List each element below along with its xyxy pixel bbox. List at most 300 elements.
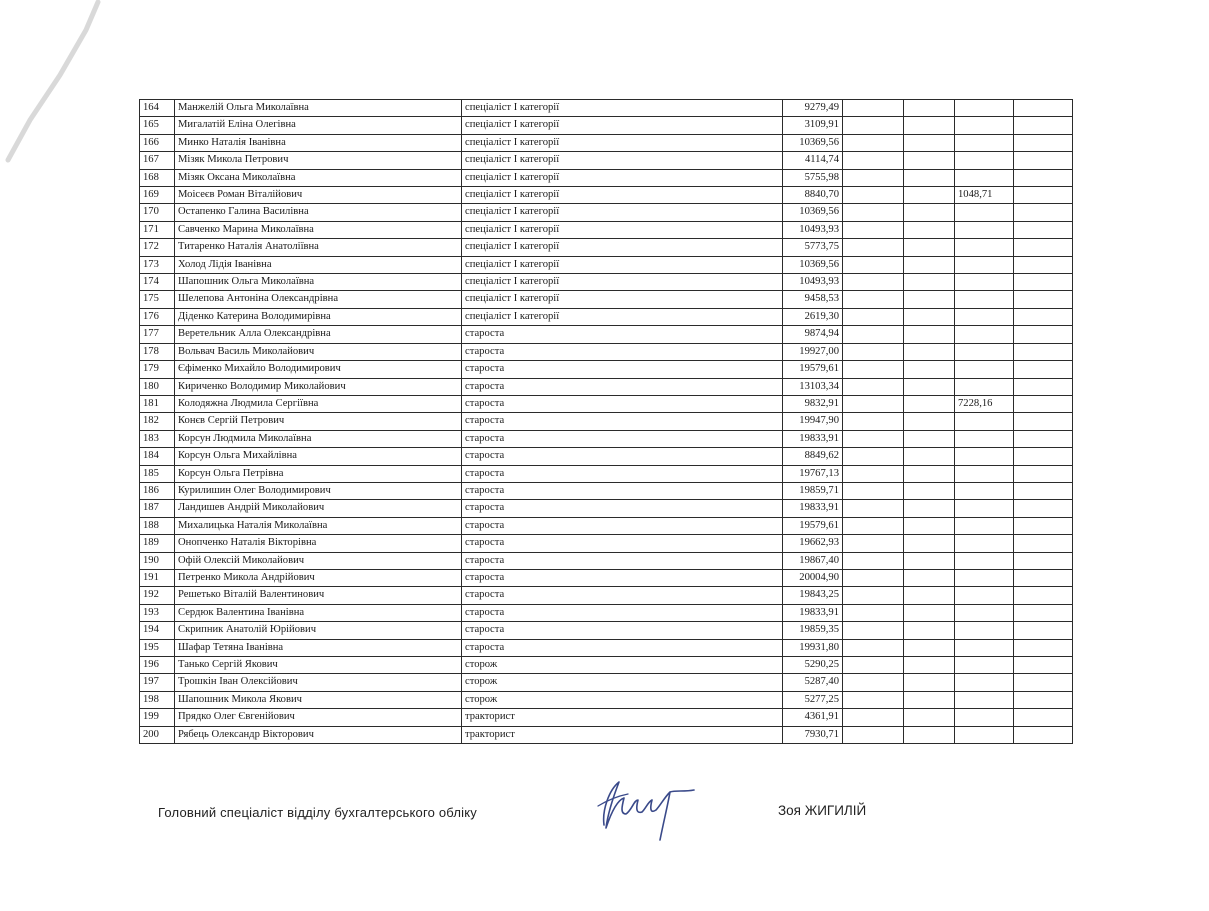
employee-position: тракторист — [462, 726, 783, 743]
extra-cell-1 — [843, 500, 904, 517]
table-row — [140, 308, 1073, 325]
salary-amount: 10493,93 — [783, 221, 843, 238]
extra-cell-3 — [955, 691, 1014, 708]
employee-name: Сердюк Валентина Іванівна — [175, 604, 462, 621]
extra-cell-2 — [904, 117, 955, 134]
row-number: 191 — [140, 569, 175, 586]
extra-cell-3 — [955, 517, 1014, 534]
employee-position: сторож — [462, 674, 783, 691]
row-number: 186 — [140, 482, 175, 499]
table-row — [140, 134, 1073, 151]
extra-cell-1 — [843, 343, 904, 360]
extra-cell-4 — [1014, 622, 1073, 639]
salary-amount: 19579,61 — [783, 361, 843, 378]
extra-cell-1 — [843, 395, 904, 412]
row-number: 187 — [140, 500, 175, 517]
extra-cell-4 — [1014, 639, 1073, 656]
employee-name: Минко Наталія Іванівна — [175, 134, 462, 151]
extra-cell-4 — [1014, 134, 1073, 151]
employee-position: староста — [462, 535, 783, 552]
salary-amount: 19662,93 — [783, 535, 843, 552]
salary-amount: 13103,34 — [783, 378, 843, 395]
employee-name: Діденко Катерина Володимирівна — [175, 308, 462, 325]
employee-position: староста — [462, 552, 783, 569]
row-number: 165 — [140, 117, 175, 134]
table-row — [140, 152, 1073, 169]
table-row — [140, 482, 1073, 499]
employee-position: староста — [462, 569, 783, 586]
extra-cell-1 — [843, 639, 904, 656]
table-row — [140, 500, 1073, 517]
employee-name: Шапошник Ольга Миколаївна — [175, 274, 462, 291]
row-number: 168 — [140, 169, 175, 186]
row-number: 196 — [140, 657, 175, 674]
extra-cell-1 — [843, 221, 904, 238]
row-number: 178 — [140, 343, 175, 360]
table-row — [140, 622, 1073, 639]
extra-cell-2 — [904, 709, 955, 726]
employee-name: Манжелій Ольга Миколаївна — [175, 100, 462, 117]
extra-cell-3 — [955, 430, 1014, 447]
table-row — [140, 117, 1073, 134]
salary-amount: 9458,53 — [783, 291, 843, 308]
table-row — [140, 535, 1073, 552]
row-number: 169 — [140, 187, 175, 204]
extra-cell-1 — [843, 587, 904, 604]
extra-cell-4 — [1014, 169, 1073, 186]
employee-name: Корсун Людмила Миколаївна — [175, 430, 462, 447]
row-number: 182 — [140, 413, 175, 430]
employee-position: староста — [462, 395, 783, 412]
row-number: 174 — [140, 274, 175, 291]
extra-cell-3 — [955, 100, 1014, 117]
extra-cell-2 — [904, 726, 955, 743]
salary-amount: 5773,75 — [783, 239, 843, 256]
salary-amount: 19927,00 — [783, 343, 843, 360]
extra-cell-2 — [904, 187, 955, 204]
employee-name: Титаренко Наталія Анатоліївна — [175, 239, 462, 256]
row-number: 180 — [140, 378, 175, 395]
salary-table-body — [140, 100, 1073, 744]
extra-cell-1 — [843, 326, 904, 343]
extra-cell-3 — [955, 657, 1014, 674]
employee-position: староста — [462, 378, 783, 395]
extra-cell-3 — [955, 587, 1014, 604]
salary-amount: 10493,93 — [783, 274, 843, 291]
salary-amount: 19867,40 — [783, 552, 843, 569]
employee-position: спеціаліст I категорії — [462, 152, 783, 169]
extra-cell-4 — [1014, 221, 1073, 238]
table-row — [140, 657, 1073, 674]
extra-cell-4 — [1014, 657, 1073, 674]
extra-cell-2 — [904, 552, 955, 569]
table-row — [140, 221, 1073, 238]
extra-cell-4 — [1014, 691, 1073, 708]
employee-name: Шелепова Антоніна Олександрівна — [175, 291, 462, 308]
employee-position: спеціаліст I категорії — [462, 169, 783, 186]
row-number: 194 — [140, 622, 175, 639]
extra-cell-2 — [904, 308, 955, 325]
table-row — [140, 726, 1073, 743]
extra-cell-1 — [843, 622, 904, 639]
salary-amount: 19843,25 — [783, 587, 843, 604]
extra-cell-1 — [843, 274, 904, 291]
extra-cell-2 — [904, 569, 955, 586]
salary-amount: 19833,91 — [783, 500, 843, 517]
row-number: 184 — [140, 448, 175, 465]
extra-cell-1 — [843, 726, 904, 743]
employee-name: Холод Лідія Іванівна — [175, 256, 462, 273]
extra-cell-1 — [843, 604, 904, 621]
extra-cell-4 — [1014, 256, 1073, 273]
salary-amount: 19859,71 — [783, 482, 843, 499]
extra-cell-2 — [904, 256, 955, 273]
row-number: 164 — [140, 100, 175, 117]
extra-cell-2 — [904, 691, 955, 708]
table-row — [140, 256, 1073, 273]
table-row — [140, 552, 1073, 569]
salary-amount: 10369,56 — [783, 134, 843, 151]
row-number: 176 — [140, 308, 175, 325]
extra-cell-3 — [955, 622, 1014, 639]
extra-cell-1 — [843, 657, 904, 674]
extra-cell-4 — [1014, 326, 1073, 343]
extra-cell-4 — [1014, 308, 1073, 325]
employee-position: спеціаліст I категорії — [462, 134, 783, 151]
signatory-title: Головний спеціаліст відділу бухгалтерського обліку — [158, 805, 477, 820]
extra-cell-3: 1048,71 — [955, 187, 1014, 204]
employee-position: сторож — [462, 691, 783, 708]
extra-cell-2 — [904, 239, 955, 256]
extra-cell-1 — [843, 152, 904, 169]
table-row — [140, 569, 1073, 586]
table-row — [140, 639, 1073, 656]
extra-cell-2 — [904, 639, 955, 656]
extra-cell-3 — [955, 378, 1014, 395]
extra-cell-2 — [904, 378, 955, 395]
salary-amount: 10369,56 — [783, 204, 843, 221]
row-number: 188 — [140, 517, 175, 534]
employee-position: староста — [462, 326, 783, 343]
employee-position: спеціаліст I категорії — [462, 239, 783, 256]
table-row — [140, 291, 1073, 308]
employee-name: Решетько Віталій Валентинович — [175, 587, 462, 604]
employee-position: староста — [462, 604, 783, 621]
employee-position: староста — [462, 361, 783, 378]
extra-cell-3 — [955, 152, 1014, 169]
extra-cell-1 — [843, 482, 904, 499]
extra-cell-4 — [1014, 430, 1073, 447]
extra-cell-3 — [955, 535, 1014, 552]
row-number: 171 — [140, 221, 175, 238]
extra-cell-1 — [843, 204, 904, 221]
employee-name: Трошкін Іван Олексійович — [175, 674, 462, 691]
row-number: 183 — [140, 430, 175, 447]
extra-cell-2 — [904, 326, 955, 343]
extra-cell-3 — [955, 343, 1014, 360]
employee-name: Курилишин Олег Володимирович — [175, 482, 462, 499]
extra-cell-2 — [904, 221, 955, 238]
salary-amount: 4114,74 — [783, 152, 843, 169]
extra-cell-4 — [1014, 117, 1073, 134]
extra-cell-2 — [904, 465, 955, 482]
extra-cell-3 — [955, 709, 1014, 726]
extra-cell-2 — [904, 152, 955, 169]
extra-cell-4 — [1014, 482, 1073, 499]
extra-cell-2 — [904, 204, 955, 221]
employee-name: Ландишев Андрій Миколайович — [175, 500, 462, 517]
employee-name: Савченко Марина Миколаївна — [175, 221, 462, 238]
row-number: 167 — [140, 152, 175, 169]
table-row — [140, 413, 1073, 430]
extra-cell-2 — [904, 169, 955, 186]
row-number: 185 — [140, 465, 175, 482]
row-number: 198 — [140, 691, 175, 708]
salary-amount: 19833,91 — [783, 430, 843, 447]
extra-cell-2 — [904, 100, 955, 117]
employee-name: Кириченко Володимир Миколайович — [175, 378, 462, 395]
extra-cell-4 — [1014, 448, 1073, 465]
extra-cell-3 — [955, 465, 1014, 482]
extra-cell-4 — [1014, 100, 1073, 117]
row-number: 195 — [140, 639, 175, 656]
extra-cell-4 — [1014, 378, 1073, 395]
extra-cell-3 — [955, 221, 1014, 238]
salary-amount: 19579,61 — [783, 517, 843, 534]
table-row — [140, 239, 1073, 256]
extra-cell-2 — [904, 657, 955, 674]
table-row — [140, 430, 1073, 447]
table-row — [140, 517, 1073, 534]
salary-amount: 19947,90 — [783, 413, 843, 430]
extra-cell-2 — [904, 535, 955, 552]
extra-cell-4 — [1014, 413, 1073, 430]
extra-cell-1 — [843, 691, 904, 708]
salary-amount: 4361,91 — [783, 709, 843, 726]
extra-cell-3 — [955, 604, 1014, 621]
employee-position: сторож — [462, 657, 783, 674]
employee-name: Скрипник Анатолій Юрійович — [175, 622, 462, 639]
employee-name: Корсун Ольга Михайлівна — [175, 448, 462, 465]
extra-cell-2 — [904, 361, 955, 378]
extra-cell-4 — [1014, 395, 1073, 412]
salary-amount: 2619,30 — [783, 308, 843, 325]
extra-cell-1 — [843, 239, 904, 256]
employee-position: спеціаліст I категорії — [462, 204, 783, 221]
extra-cell-4 — [1014, 535, 1073, 552]
employee-position: спеціаліст I категорії — [462, 291, 783, 308]
extra-cell-4 — [1014, 204, 1073, 221]
table-row — [140, 378, 1073, 395]
extra-cell-4 — [1014, 552, 1073, 569]
salary-amount: 7930,71 — [783, 726, 843, 743]
extra-cell-3: 7228,16 — [955, 395, 1014, 412]
employee-position: староста — [462, 500, 783, 517]
employee-position: староста — [462, 482, 783, 499]
employee-name: Моісеєв Роман Віталійович — [175, 187, 462, 204]
extra-cell-1 — [843, 100, 904, 117]
salary-amount: 3109,91 — [783, 117, 843, 134]
table-row — [140, 187, 1073, 204]
extra-cell-1 — [843, 535, 904, 552]
table-row — [140, 587, 1073, 604]
employee-position: спеціаліст I категорії — [462, 187, 783, 204]
extra-cell-1 — [843, 413, 904, 430]
salary-amount: 8840,70 — [783, 187, 843, 204]
salary-amount: 9279,49 — [783, 100, 843, 117]
extra-cell-3 — [955, 291, 1014, 308]
extra-cell-4 — [1014, 274, 1073, 291]
extra-cell-2 — [904, 134, 955, 151]
extra-cell-4 — [1014, 361, 1073, 378]
extra-cell-3 — [955, 569, 1014, 586]
scan-edge-streak — [0, 0, 110, 180]
extra-cell-2 — [904, 674, 955, 691]
table-row — [140, 465, 1073, 482]
salary-amount: 8849,62 — [783, 448, 843, 465]
employee-name: Танько Сергій Якович — [175, 657, 462, 674]
extra-cell-2 — [904, 413, 955, 430]
extra-cell-3 — [955, 134, 1014, 151]
employee-position: староста — [462, 430, 783, 447]
table-row — [140, 100, 1073, 117]
employee-name: Михалицька Наталія Миколаївна — [175, 517, 462, 534]
table-row — [140, 343, 1073, 360]
employee-name: Онопченко Наталія Вікторівна — [175, 535, 462, 552]
extra-cell-3 — [955, 169, 1014, 186]
extra-cell-4 — [1014, 239, 1073, 256]
extra-cell-1 — [843, 465, 904, 482]
extra-cell-3 — [955, 726, 1014, 743]
row-number: 172 — [140, 239, 175, 256]
employee-position: староста — [462, 448, 783, 465]
extra-cell-1 — [843, 291, 904, 308]
extra-cell-4 — [1014, 187, 1073, 204]
employee-name: Конєв Сергій Петрович — [175, 413, 462, 430]
extra-cell-2 — [904, 587, 955, 604]
table-row — [140, 448, 1073, 465]
extra-cell-3 — [955, 308, 1014, 325]
row-number: 197 — [140, 674, 175, 691]
extra-cell-1 — [843, 552, 904, 569]
salary-amount: 20004,90 — [783, 569, 843, 586]
employee-position: староста — [462, 622, 783, 639]
row-number: 177 — [140, 326, 175, 343]
extra-cell-1 — [843, 709, 904, 726]
employee-name: Мізяк Оксана Миколаївна — [175, 169, 462, 186]
extra-cell-2 — [904, 448, 955, 465]
row-number: 170 — [140, 204, 175, 221]
employee-position: спеціаліст I категорії — [462, 100, 783, 117]
salary-amount: 19931,80 — [783, 639, 843, 656]
extra-cell-3 — [955, 239, 1014, 256]
extra-cell-1 — [843, 674, 904, 691]
row-number: 190 — [140, 552, 175, 569]
table-row — [140, 361, 1073, 378]
extra-cell-4 — [1014, 517, 1073, 534]
employee-name: Корсун Ольга Петрівна — [175, 465, 462, 482]
salary-amount: 10369,56 — [783, 256, 843, 273]
employee-name: Шапошник Микола Якович — [175, 691, 462, 708]
extra-cell-3 — [955, 500, 1014, 517]
row-number: 192 — [140, 587, 175, 604]
extra-cell-3 — [955, 204, 1014, 221]
extra-cell-1 — [843, 430, 904, 447]
extra-cell-4 — [1014, 604, 1073, 621]
extra-cell-3 — [955, 361, 1014, 378]
extra-cell-2 — [904, 517, 955, 534]
salary-amount: 5287,40 — [783, 674, 843, 691]
extra-cell-4 — [1014, 291, 1073, 308]
table-row — [140, 709, 1073, 726]
salary-amount: 19833,91 — [783, 604, 843, 621]
employee-name: Прядко Олег Євгенійович — [175, 709, 462, 726]
row-number: 199 — [140, 709, 175, 726]
salary-amount: 19859,35 — [783, 622, 843, 639]
employee-position: спеціаліст I категорії — [462, 256, 783, 273]
extra-cell-2 — [904, 622, 955, 639]
employee-position: староста — [462, 343, 783, 360]
extra-cell-4 — [1014, 674, 1073, 691]
employee-name: Офій Олексій Миколайович — [175, 552, 462, 569]
employee-position: спеціаліст I категорії — [462, 308, 783, 325]
extra-cell-2 — [904, 291, 955, 308]
extra-cell-1 — [843, 517, 904, 534]
extra-cell-4 — [1014, 587, 1073, 604]
employee-position: спеціаліст I категорії — [462, 117, 783, 134]
extra-cell-2 — [904, 430, 955, 447]
table-row — [140, 691, 1073, 708]
employee-name: Петренко Микола Андрійович — [175, 569, 462, 586]
employee-name: Єфіменко Михайло Володимирович — [175, 361, 462, 378]
employee-position: спеціаліст I категорії — [462, 274, 783, 291]
row-number: 181 — [140, 395, 175, 412]
extra-cell-1 — [843, 308, 904, 325]
table-row — [140, 274, 1073, 291]
employee-name: Вольвач Василь Миколайович — [175, 343, 462, 360]
employee-position: староста — [462, 587, 783, 604]
extra-cell-4 — [1014, 500, 1073, 517]
extra-cell-2 — [904, 482, 955, 499]
table-row — [140, 204, 1073, 221]
row-number: 189 — [140, 535, 175, 552]
extra-cell-4 — [1014, 709, 1073, 726]
table-row — [140, 169, 1073, 186]
table-row — [140, 674, 1073, 691]
salary-table — [139, 99, 1073, 744]
extra-cell-4 — [1014, 152, 1073, 169]
extra-cell-3 — [955, 413, 1014, 430]
row-number: 175 — [140, 291, 175, 308]
extra-cell-4 — [1014, 465, 1073, 482]
extra-cell-3 — [955, 274, 1014, 291]
extra-cell-2 — [904, 274, 955, 291]
employee-position: староста — [462, 517, 783, 534]
table-row — [140, 395, 1073, 412]
salary-amount: 5755,98 — [783, 169, 843, 186]
extra-cell-2 — [904, 604, 955, 621]
table-row — [140, 604, 1073, 621]
employee-name: Мізяк Микола Петрович — [175, 152, 462, 169]
extra-cell-3 — [955, 639, 1014, 656]
extra-cell-3 — [955, 326, 1014, 343]
employee-name: Шафар Тетяна Іванівна — [175, 639, 462, 656]
extra-cell-2 — [904, 500, 955, 517]
signatory-name: Зоя ЖИГИЛІЙ — [778, 803, 867, 818]
employee-name: Рябець Олександр Вікторович — [175, 726, 462, 743]
extra-cell-4 — [1014, 569, 1073, 586]
salary-amount: 9874,94 — [783, 326, 843, 343]
